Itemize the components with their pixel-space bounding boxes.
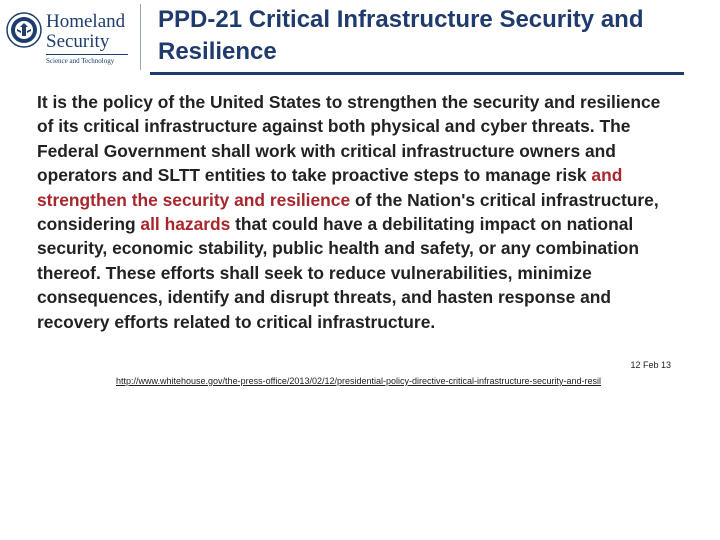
policy-text-part3: that could have a debilitating impact on national security, economic stability, public health and safety, or any combination thereof. These efforts shall seek to reduce vulnerabilities, minimize consequences, identify and disrupt threats, and hasten response and recovery efforts related to critical infrastructure.	[37, 214, 640, 332]
policy-statement	[37, 90, 673, 334]
logo-divider	[140, 4, 141, 70]
header-rule	[150, 72, 684, 75]
policy-highlight-hazards: all hazards	[140, 214, 231, 235]
publication-date: 12 Feb 13	[630, 360, 671, 370]
source-link[interactable]: http://www.whitehouse.gov/the-press-office/2013/02/12/presidential-policy-directive-critical-infrastructure-security-and-resil	[116, 376, 602, 386]
logo-wordmark-homeland: Homeland	[46, 11, 126, 32]
dhs-seal-icon	[6, 12, 42, 48]
dhs-logo	[4, 6, 132, 68]
policy-text-part1: It is the policy of the United States to strengthen the security and resilience of its critical infrastructure against both physical and cyber threats. The Federal Government shall work with critical infrastructure owners and operators and SLTT entities to take proactive steps to manage risk	[37, 92, 661, 186]
logo-rule	[46, 54, 128, 55]
logo-wordmark-security: Security	[46, 31, 110, 52]
policy-highlight-security: and strengthen the security and resilience	[37, 165, 623, 210]
logo-subtitle: Science and Technology	[46, 57, 115, 65]
policy-text-part2: of the Nation's critical infrastructure, considering	[37, 189, 659, 235]
slide-title: PPD-21 Critical Infrastructure Security and Resilience	[158, 6, 644, 65]
